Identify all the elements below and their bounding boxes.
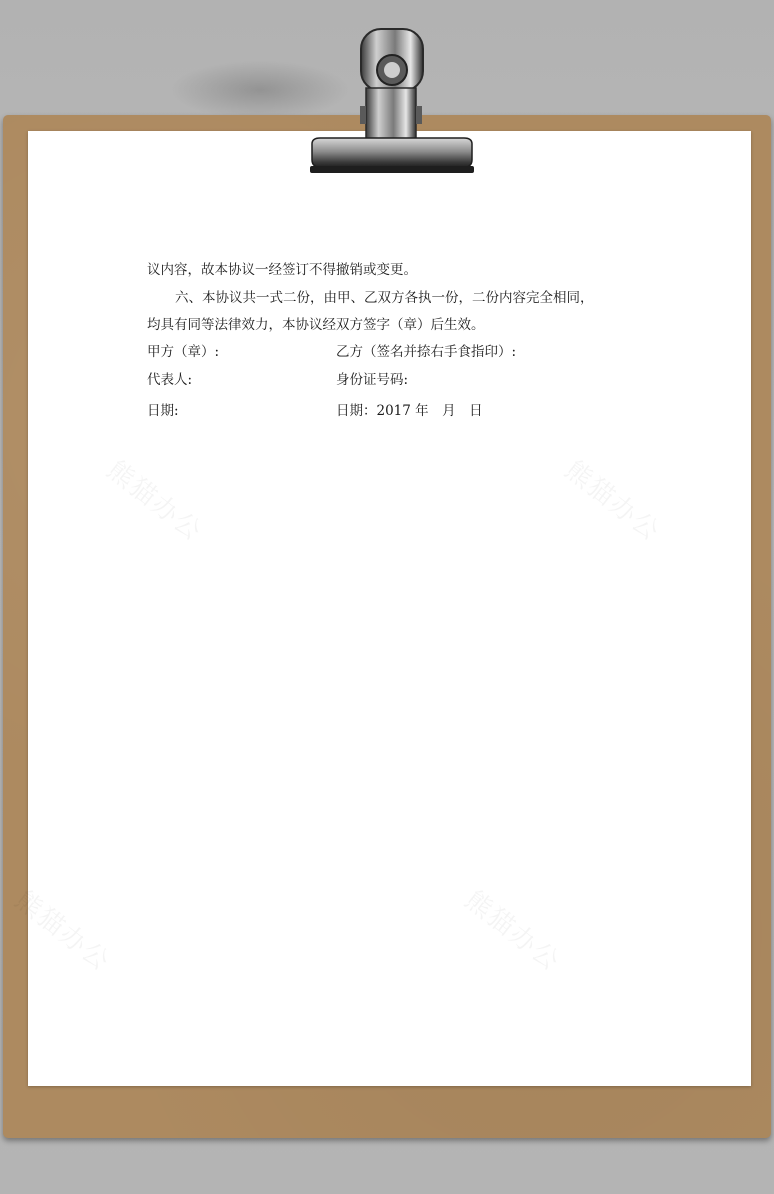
id-number-label: 身份证号码: <box>336 372 409 388</box>
party-b-label: 乙方（签名并捺右手食指印）: <box>336 344 517 360</box>
date-left-label: 日期: <box>147 403 179 419</box>
date-right-label: 日期：2017 年 月 日 <box>336 403 483 419</box>
watermark-top-left <box>100 450 211 548</box>
document-page <box>28 131 751 1086</box>
watermark-bottom-right <box>458 880 569 978</box>
body-line-2: 六、本协议共一式二份，由甲、乙双方各执一份，二份内容完全相同， <box>175 290 594 306</box>
body-line-3: 均具有同等法律效力，本协议经双方签字（章）后生效。 <box>147 317 485 333</box>
party-a-label: 甲方（章）: <box>147 344 220 360</box>
body-line-1: 议内容，故本协议一经签订不得撤销或变更。 <box>147 262 417 278</box>
watermark-top-right <box>558 450 669 548</box>
representative-label: 代表人: <box>147 372 193 388</box>
binder-clip-icon <box>300 26 480 178</box>
